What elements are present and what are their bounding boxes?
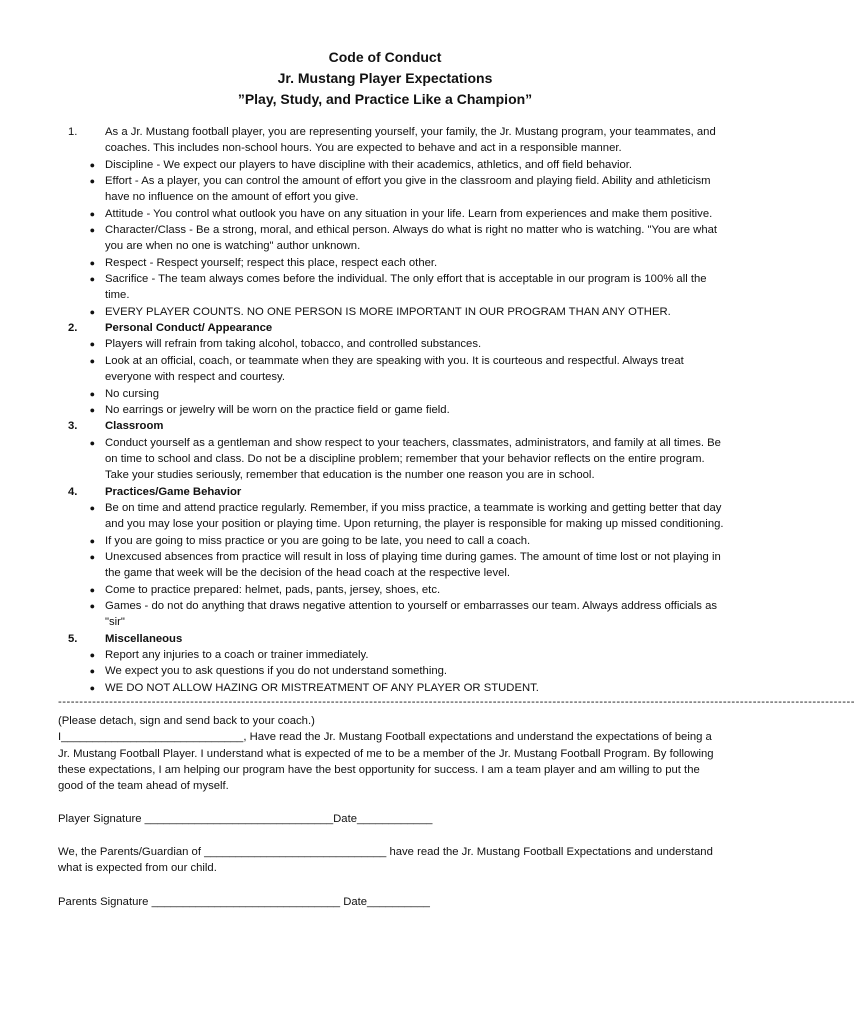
- detach-separator: -------------------------------------------------------------------------------------------------------------------------------------------------------------------------------------------: [58, 696, 855, 709]
- bullet-icon: ●: [89, 584, 95, 595]
- bullet-icon: ●: [89, 666, 95, 677]
- list-item: ● Players will refrain from taking alcohol, tobacco, and controlled substances.: [58, 336, 724, 352]
- bullet-icon: ●: [89, 274, 95, 285]
- acknowledgement-text: I_____________________________, Have read the Jr. Mustang Football expectations and understand the expectations of being a Jr. Mustang Football Player. I understand what is expected of me to be a member of the Jr. Mustang Football Program. By following these expectations, I am helping our program have the best opportunity for success. I am a team player and am willing to put the good of the team ahead of myself.: [58, 731, 714, 793]
- player-signature-line: Player Signature ______________________________Date____________: [58, 812, 433, 825]
- bullet-list: [58, 336, 724, 418]
- bullet-icon: ●: [89, 339, 95, 350]
- section-number: 2.: [68, 322, 78, 335]
- document-motto: ”Play, Study, and Practice Like a Champion”: [237, 91, 533, 107]
- section-3: [58, 418, 724, 483]
- list-item: ● Conduct yourself as a gentleman and show respect to your teachers, classmates, administrators, and family at all times. Be on time to school and class. Do not be a discipline problem; remember that your behavior reflects on the entire program. Take your studies seriously, remember that education is the number one reason you are in school.: [58, 435, 724, 484]
- parents-statement: We, the Parents/Guardian of _____________________________ have read the Jr. Mustang Football Expectations and understand what is expected from our child.: [58, 846, 713, 875]
- list-item: ● Be on time and attend practice regularly. Remember, if you miss practice, a teammate is working and getting better that day and you may lose your position or playing time. Upon returning, the player is responsible for making up missed conditioning.: [58, 500, 724, 533]
- list-item: ● Discipline - We expect our players to have discipline with their academics, athletics, and off field behavior.: [58, 157, 724, 173]
- bullet-icon: ●: [89, 257, 95, 268]
- section-heading: Miscellaneous: [105, 632, 183, 645]
- list-item: ● EVERY PLAYER COUNTS. NO ONE PERSON IS MORE IMPORTANT IN OUR PROGRAM THAN ANY OTHER.: [58, 304, 724, 320]
- list-item: ● Character/Class - Be a strong, moral, and ethical person. Always do what is right no matter who is watching. "You are what you are when no one is watching" author unknown.: [58, 222, 724, 255]
- bullet-list: [58, 435, 724, 484]
- list-item: ● No earrings or jewelry will be worn on the practice field or game field.: [58, 402, 724, 418]
- list-item: ● No cursing: [58, 386, 724, 402]
- bullet-list: [58, 500, 724, 631]
- bullet-icon: ●: [89, 535, 95, 546]
- document-subtitle: Jr. Mustang Player Expectations: [277, 70, 493, 86]
- list-item: ● If you are going to miss practice or you are going to be late, you need to call a coach.: [58, 533, 724, 549]
- section-number: 5.: [68, 632, 78, 645]
- section-number: 3.: [68, 420, 78, 433]
- bullet-icon: ●: [89, 404, 95, 415]
- list-item: ● Attitude - You control what outlook you have on any situation in your life. Learn from experiences and make them positive.: [58, 206, 724, 222]
- bullet-icon: ●: [89, 355, 95, 366]
- bullet-icon: ●: [89, 502, 95, 513]
- list-item: ● Sacrifice - The team always comes before the individual. The only effort that is acceptable in our program is 100% all the time.: [58, 271, 724, 304]
- document-body: [58, 124, 855, 910]
- list-item: ● We expect you to ask questions if you do not understand something.: [58, 663, 724, 679]
- bullet-icon: ●: [89, 388, 95, 399]
- bullet-list: [58, 647, 724, 696]
- section-1: [58, 124, 724, 320]
- list-item: ● Games - do not do anything that draws negative attention to yourself or embarrasses our team. Always address officials as "sir": [58, 598, 724, 631]
- bullet-icon: ●: [89, 225, 95, 236]
- section-2: [58, 320, 724, 418]
- bullet-icon: ●: [89, 159, 95, 170]
- section-number: 1.: [68, 126, 78, 138]
- section-number: 4.: [68, 485, 78, 498]
- list-item: ● Effort - As a player, you can control the amount of effort you give in the classroom and playing field. Ability and athleticism have no influence on the amount of effort you give.: [58, 173, 724, 206]
- bullet-icon: ●: [89, 306, 95, 317]
- bullet-icon: ●: [89, 551, 95, 562]
- section-intro: As a Jr. Mustang football player, you are representing yourself, your family, the Jr. Mustang program, your teammates, and coaches. This includes non-school hours. You are expected to behave and act in a responsible manner.: [105, 126, 716, 155]
- document-title: Code of Conduct: [328, 49, 442, 65]
- list-item: ● Look at an official, coach, or teammate when they are speaking with you. It is courteous and respectful. Always treat everyone with respect and courtesy.: [58, 353, 724, 386]
- section-heading: Practices/Game Behavior: [105, 485, 242, 498]
- list-item: ● Report any injuries to a coach or trainer immediately.: [58, 647, 724, 663]
- bullet-icon: ●: [89, 437, 95, 448]
- section-heading: Classroom: [105, 420, 164, 433]
- bullet-icon: ●: [89, 650, 95, 660]
- detach-note: (Please detach, sign and send back to your coach.): [58, 715, 315, 728]
- list-item: ● Unexcused absences from practice will result in loss of playing time during games. The amount of time lost or not playing in the game that week will be the decision of the head coach at the respective level.: [58, 549, 724, 582]
- list-item: ● Come to practice prepared: helmet, pads, pants, jersey, shoes, etc.: [58, 582, 724, 598]
- bullet-icon: ●: [89, 682, 95, 693]
- bullet-list: [58, 157, 724, 320]
- parents-signature-line: Parents Signature ______________________________ Date__________: [58, 895, 430, 908]
- bullet-icon: ●: [89, 600, 95, 611]
- section-heading: Personal Conduct/ Appearance: [105, 322, 273, 335]
- title-block: [0, 47, 770, 110]
- list-item: ● Respect - Respect yourself; respect this place, respect each other.: [58, 255, 724, 271]
- section-4: [58, 484, 724, 631]
- section-5: [58, 631, 724, 696]
- list-item: ● WE DO NOT ALLOW HAZING OR MISTREATMENT OF ANY PLAYER OR STUDENT.: [58, 680, 724, 696]
- bullet-icon: ●: [89, 176, 95, 187]
- bullet-icon: ●: [89, 208, 95, 219]
